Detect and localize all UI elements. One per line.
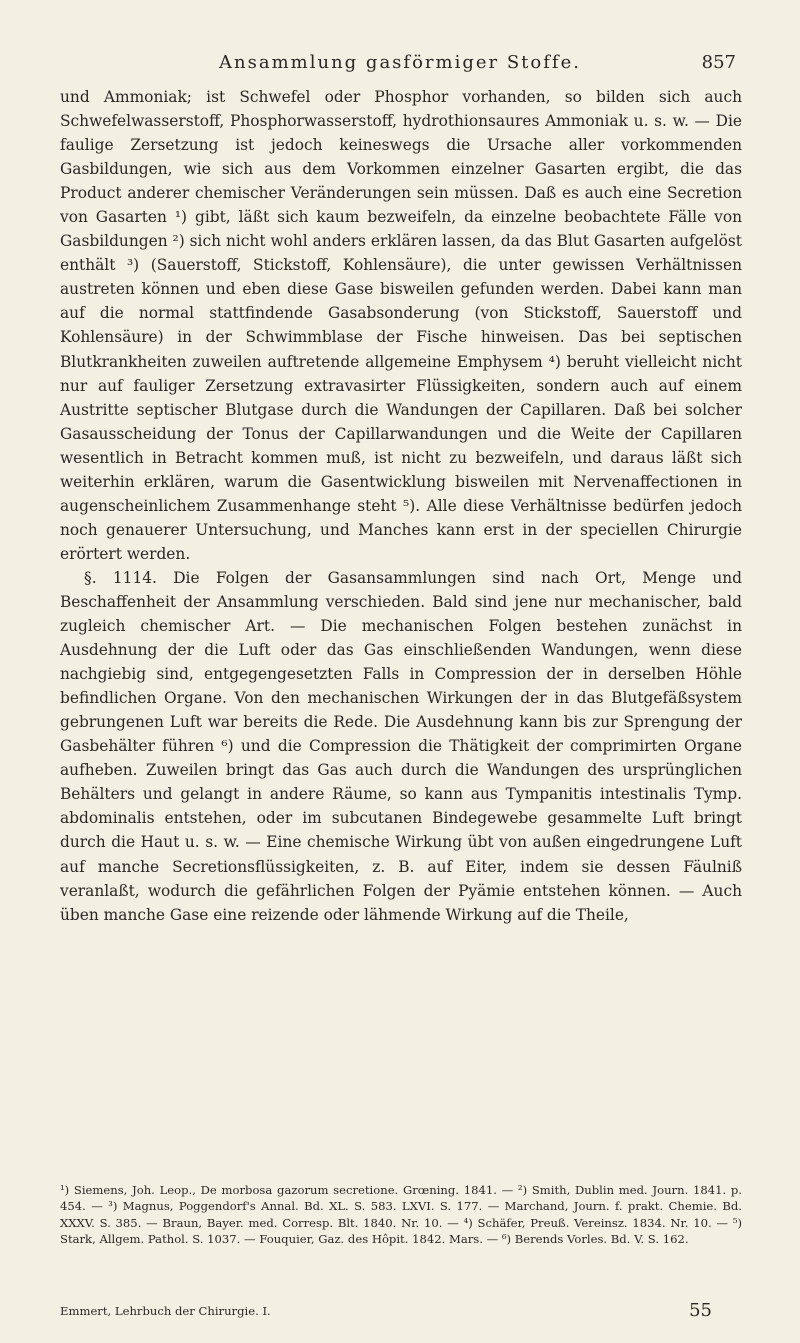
paragraph-1: und Ammoniak; ist Schwefel oder Phosphor vorhanden, so bilden sich auch Schwefelwasserstoff, Phosphorwasserstoff, hydrothionsaures Ammoniak u. s. w. — Die faulige Zersetzung ist jedoch keineswegs die Ursache aller vorkommenden Gasbildungen, wie sich aus dem Vorkommen einzelner Gasarten ergibt, die das Product anderer chemischer Veränderungen sein müssen. Daß es auch eine Secretion von Gasarten ¹) gibt, läßt sich kaum bezweifeln, da einzelne beobachtete Fälle von Gasbildungen ²) sich nicht wohl anders erklären lassen, da das Blut Gasarten aufgelöst enthält ³) (Sauerstoff, Stickstoff, Kohlensäure), die unter gewissen Verhältnissen austreten können und eben diese Gase bisweilen gefunden werden. Dabei kann man auf die normal stattfindende Gasabsonderung (von Stickstoff, Sauerstoff und Kohlensäure) in der Schwimmblase der Fische hinweisen. Das bei septischen Blutkrankheiten zuweilen auftretende allgemeine Emphysem ⁴) beruht vielleicht nicht nur auf fauliger Zersetzung extravasirter Flüssigkeiten, sondern auch auf einem Austritte septischer Blutgase durch die Wandungen der Capillaren. Daß bei solcher Gasausscheidung der Tonus der Capillarwandungen und die Weite der Capillaren wesentlich in Betracht kommen muß, ist nicht zu bezweifeln, und daraus läßt sich weiterhin erklären, warum die Gasentwicklung bisweilen mit Nervenaffectionen in augenscheinlichem Zusammenhange steht ⁵). Alle diese Verhältnisse bedürfen jedoch noch genauerer Untersuchung, und Manches kann erst in der speciellen Chirurgie erörtert werden. bbox=[60, 88, 742, 563]
footnotes bbox=[60, 1182, 742, 1248]
page-footer bbox=[60, 1300, 742, 1326]
imprint-line: Emmert, Lehrbuch der Chirurgie. I. bbox=[60, 1304, 271, 1318]
paragraph-section-1114: §. 1114. Die Folgen der Gasansammlungen sind nach Ort, Menge und Beschaffenheit der Ansammlung verschieden. Bald sind jene nur mechanischer, bald zugleich chemischer Art. — Die mechanischen Folgen bestehen zunächst in Ausdehnung der die Luft oder das Gas einschließenden Wandungen, wenn diese nachgiebig sind, entgegengesetzten Falls in Compression der in derselben Höhle befindlichen Organe. Von den mechanischen Wirkungen der in das Blutgefäßsystem gebrungenen Luft war bereits die Rede. Die Ausdehnung kann bis zur Sprengung der Gasbehälter führen ⁶) und die Compression die Thätigkeit der comprimirten Organe aufheben. Zuweilen bringt das Gas auch durch die Wandungen des ursprünglichen Behälters und gelangt in andere Räume, so kann aus Tympanitis intestinalis Tymp. abdominalis entstehen, oder im subcutanen Bindegewebe gesammelte Luft bringt durch die Haut u. s. w. — Eine chemische Wirkung übt von außen eingedrungene Luft auf manche Secretionsflüssigkeiten, z. B. auf Eiter, indem sie dessen Fäulniß veranlaßt, wodurch die gefährlichen Folgen der Pyämie entstehen können. — Auch üben manche Gase eine reizende oder lähmende Wirkung auf die Theile, bbox=[60, 568, 742, 924]
footnote-block: ¹) Siemens, Joh. Leop., De morbosa gazorum secretione. Grœning. 1841. — ²) Smith, Dublin med. Journ. 1841. p. 454. — ³) Magnus, Poggendorf's Annal. Bd. XL. S. 583. LXVI. S. 177. — Marchand, Journ. f. prakt. Chemie. Bd. XXXV. S. 385. — Braun, Bayer. med. Corresp. Blt. 1840. Nr. 10. — ⁴) Schäfer, Preuß. Vereinsz. 1834. Nr. 10. — ⁵) Stark, Allgem. Pathol. S. 1037. — Fouquier, Gaz. des Hôpit. 1842. Mars. — ⁶) Berends Vorles. Bd. V. S. 162. bbox=[60, 1183, 742, 1247]
signature-mark: 55 bbox=[689, 1300, 712, 1321]
page-number: 857 bbox=[701, 52, 736, 73]
main-text bbox=[60, 85, 742, 927]
page-header bbox=[64, 50, 736, 80]
running-title: Ansammlung gasförmiger Stoffe. bbox=[219, 52, 581, 73]
